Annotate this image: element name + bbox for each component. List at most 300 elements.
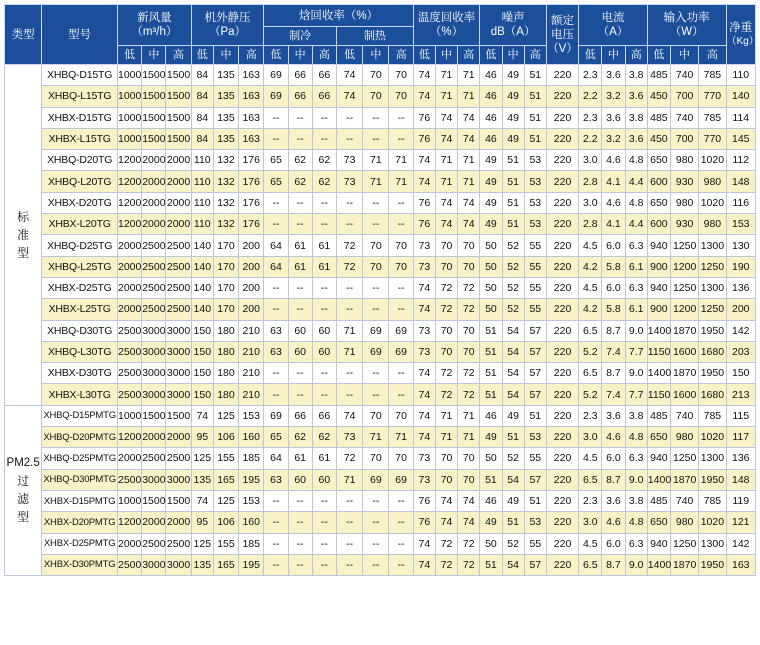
header-weight [726,5,759,65]
value-cell: 3000 [166,554,191,575]
value-cell: 220 [546,363,578,384]
value-cell: 153 [726,214,755,235]
value-cell: 2500 [142,256,166,277]
value-cell: 1400 [647,363,670,384]
value-cell: 1020 [699,512,726,533]
value-cell: 54 [502,384,524,405]
value-cell: 50 [480,448,502,469]
value-cell: 2500 [118,363,142,384]
value-cell: 74 [413,65,435,86]
table-row [5,299,756,320]
value-cell: 57 [524,554,546,575]
value-cell: 52 [502,277,524,298]
value-cell: 57 [524,384,546,405]
value-cell: 52 [502,256,524,277]
value-cell: 54 [502,341,524,362]
subheader-heating-high: 高 [389,46,413,65]
value-cell: 72 [458,384,480,405]
value-cell: 76 [413,490,435,511]
value-cell: -- [389,384,413,405]
value-cell: -- [337,107,363,128]
subheader-temp-high: 高 [458,46,480,65]
value-cell: -- [363,107,389,128]
value-cell: -- [312,490,336,511]
value-cell: 210 [239,363,264,384]
value-cell: 6.0 [602,277,625,298]
value-cell: 54 [502,469,524,490]
value-cell: 4.5 [579,235,602,256]
value-cell: 220 [546,192,578,213]
value-cell: -- [389,214,413,235]
value-cell: 116 [726,192,755,213]
value-cell: 63 [264,469,288,490]
value-cell: 220 [546,384,578,405]
value-cell: 980 [699,171,726,192]
value-cell: 2.8 [579,171,602,192]
value-cell: -- [389,554,413,575]
value-cell: 2500 [142,448,166,469]
value-cell: 73 [413,256,435,277]
value-cell: 3000 [166,469,191,490]
value-cell: 148 [726,171,755,192]
value-cell: 106 [213,427,238,448]
value-cell: 49 [502,65,524,86]
value-cell: 66 [312,86,336,107]
value-cell: 6.5 [579,469,602,490]
value-cell: 50 [480,277,502,298]
value-cell: 180 [213,363,238,384]
value-cell: 3.0 [579,512,602,533]
value-cell: 210 [239,384,264,405]
value-cell: 1500 [142,86,166,107]
value-cell: 3.8 [625,490,647,511]
value-cell: 51 [524,107,546,128]
value-cell: -- [363,512,389,533]
value-cell: 7.4 [602,341,625,362]
value-cell: -- [312,512,336,533]
value-cell: 136 [726,277,755,298]
value-cell: 6.0 [602,533,625,554]
value-cell: 3.8 [625,107,647,128]
value-cell: 70 [435,256,457,277]
value-cell: 3000 [142,341,166,362]
value-cell: 2500 [166,299,191,320]
value-cell: 110 [191,150,213,171]
value-cell: 73 [413,341,435,362]
value-cell: 6.0 [602,235,625,256]
value-cell: 60 [312,469,336,490]
value-cell: 176 [239,171,264,192]
value-cell: -- [363,554,389,575]
value-cell: -- [288,192,312,213]
value-cell: 1950 [699,320,726,341]
value-cell: 940 [647,448,670,469]
value-cell: 72 [337,235,363,256]
value-cell: 185 [239,533,264,554]
subheader-noise-mid: 中 [502,46,524,65]
value-cell: 450 [647,86,670,107]
value-cell: 119 [726,490,755,511]
value-cell: 49 [502,86,524,107]
model-cell: XHBQ-L30TG [42,341,118,362]
value-cell: 4.2 [579,299,602,320]
value-cell: 2000 [166,171,191,192]
value-cell: 1250 [671,235,699,256]
value-cell: 49 [480,214,502,235]
value-cell: 71 [458,86,480,107]
model-cell: XHBX-L30TG [42,384,118,405]
value-cell: 190 [726,256,755,277]
spec-table-container [4,4,759,576]
value-cell: 71 [435,65,457,86]
model-cell: XHBQ-L25TG [42,256,118,277]
value-cell: -- [288,512,312,533]
value-cell: 70 [435,469,457,490]
value-cell: 740 [671,490,699,511]
value-cell: -- [288,490,312,511]
model-cell: XHBQ-D20PMTG [42,427,118,448]
value-cell: 70 [363,235,389,256]
value-cell: 51 [502,427,524,448]
value-cell: 54 [502,320,524,341]
value-cell: 6.3 [625,448,647,469]
value-cell: -- [363,192,389,213]
value-cell: 74 [413,86,435,107]
value-cell: 213 [726,384,755,405]
value-cell: 163 [239,65,264,86]
value-cell: 112 [726,150,755,171]
value-cell: 1400 [647,320,670,341]
value-cell: 50 [480,235,502,256]
value-cell: 74 [413,427,435,448]
value-cell: 71 [435,405,457,426]
value-cell: 74 [435,214,457,235]
value-cell: -- [312,533,336,554]
value-cell: 46 [480,86,502,107]
value-cell: 220 [546,490,578,511]
value-cell: 5.8 [602,256,625,277]
value-cell: 2500 [142,533,166,554]
value-cell: 64 [264,235,288,256]
subheader-current-high: 高 [625,46,647,65]
value-cell: 185 [239,448,264,469]
value-cell: -- [389,490,413,511]
value-cell: 2.3 [579,65,602,86]
value-cell: 1300 [699,277,726,298]
value-cell: 74 [458,192,480,213]
subheader-noise-low: 低 [480,46,502,65]
value-cell: 51 [502,150,524,171]
model-cell: XHBQ-D30PMTG [42,469,118,490]
value-cell: 70 [435,235,457,256]
value-cell: 125 [213,490,238,511]
value-cell: 61 [312,448,336,469]
value-cell: 70 [389,65,413,86]
subheader-noise-high: 高 [524,46,546,65]
value-cell: 46 [480,490,502,511]
value-cell: 70 [435,320,457,341]
value-cell: 4.5 [579,277,602,298]
header-voltage [546,5,578,65]
value-cell: 74 [337,86,363,107]
value-cell: 71 [435,427,457,448]
value-cell: 71 [435,150,457,171]
header-current [579,5,648,46]
value-cell: 72 [435,277,457,298]
value-cell: 49 [480,512,502,533]
value-cell: 51 [480,341,502,362]
value-cell: 46 [480,128,502,149]
value-cell: 71 [363,171,389,192]
value-cell: 1200 [118,214,142,235]
value-cell: 2500 [118,384,142,405]
value-cell: 55 [524,235,546,256]
value-cell: 70 [458,235,480,256]
value-cell: 4.4 [625,214,647,235]
model-cell: XHBQ-D15TG [42,65,118,86]
header-power-unit: （W） [669,26,704,38]
model-cell: XHBX-D30TG [42,363,118,384]
value-cell: 1870 [671,469,699,490]
table-row [5,235,756,256]
value-cell: 1870 [671,320,699,341]
value-cell: -- [264,512,288,533]
value-cell: 69 [363,469,389,490]
header-weight-unit: （Kg） [726,35,759,47]
table-row [5,128,756,149]
value-cell: 220 [546,86,578,107]
value-cell: 3.8 [625,405,647,426]
value-cell: 163 [239,107,264,128]
value-cell: 140 [191,235,213,256]
header-noise [480,5,547,46]
value-cell: 930 [671,171,699,192]
value-cell: 6.1 [625,299,647,320]
value-cell: 3000 [166,320,191,341]
subheader-temp-mid: 中 [435,46,457,65]
value-cell: 70 [389,405,413,426]
value-cell: 220 [546,171,578,192]
value-cell: 51 [480,554,502,575]
value-cell: -- [363,384,389,405]
value-cell: 3.6 [602,65,625,86]
value-cell: 57 [524,469,546,490]
value-cell: 176 [239,192,264,213]
spec-table [4,4,759,576]
value-cell: 2500 [166,448,191,469]
value-cell: -- [288,533,312,554]
value-cell: 1250 [699,299,726,320]
value-cell: 55 [524,533,546,554]
value-cell: 50 [480,533,502,554]
value-cell: 3000 [166,341,191,362]
value-cell: 2500 [166,256,191,277]
value-cell: 51 [502,171,524,192]
value-cell: 180 [213,341,238,362]
header-pressure [191,5,264,46]
value-cell: 70 [458,256,480,277]
value-cell: 135 [213,128,238,149]
value-cell: 53 [524,192,546,213]
value-cell: 74 [413,150,435,171]
value-cell: 220 [546,256,578,277]
value-cell: 63 [264,341,288,362]
value-cell: 6.5 [579,320,602,341]
model-cell: XHBQ-D15PMTG [42,405,118,426]
value-cell: -- [363,533,389,554]
value-cell: 76 [413,512,435,533]
header-pressure-unit: （Pa） [208,26,247,38]
value-cell: 65 [264,150,288,171]
value-cell: 140 [726,86,755,107]
value-cell: 220 [546,554,578,575]
value-cell: 176 [239,214,264,235]
value-cell: 1680 [699,384,726,405]
model-cell: XHBQ-L15TG [42,86,118,107]
category-label: 标准型 [17,209,30,260]
value-cell: 1020 [699,192,726,213]
value-cell: 57 [524,363,546,384]
value-cell: 8.7 [602,363,625,384]
value-cell: 69 [389,320,413,341]
value-cell: 74 [191,405,213,426]
value-cell: 160 [239,427,264,448]
value-cell: 220 [546,214,578,235]
value-cell: 72 [435,533,457,554]
value-cell: -- [312,299,336,320]
value-cell: 8.7 [602,320,625,341]
table-row [5,490,756,511]
value-cell: 2500 [142,277,166,298]
value-cell: 1950 [699,469,726,490]
value-cell: 600 [647,214,670,235]
value-cell: 1200 [671,299,699,320]
value-cell: 55 [524,299,546,320]
value-cell: 110 [191,214,213,235]
value-cell: 1600 [671,341,699,362]
value-cell: 49 [480,171,502,192]
value-cell: 70 [435,448,457,469]
value-cell: 1680 [699,341,726,362]
value-cell: 2500 [142,235,166,256]
value-cell: -- [264,192,288,213]
value-cell: 132 [213,214,238,235]
table-row [5,171,756,192]
value-cell: 132 [213,171,238,192]
header-airflow [118,5,192,46]
value-cell: 52 [502,448,524,469]
value-cell: 74 [435,490,457,511]
value-cell: 70 [458,320,480,341]
value-cell: 1400 [647,469,670,490]
value-cell: 72 [435,554,457,575]
value-cell: 4.4 [625,171,647,192]
value-cell: 200 [239,256,264,277]
value-cell: 1500 [166,128,191,149]
model-cell: XHBQ-D25PMTG [42,448,118,469]
value-cell: 60 [288,469,312,490]
value-cell: 74 [413,384,435,405]
value-cell: 170 [213,256,238,277]
value-cell: 135 [213,107,238,128]
value-cell: -- [337,363,363,384]
value-cell: -- [363,128,389,149]
table-row [5,363,756,384]
value-cell: 65 [264,427,288,448]
value-cell: 57 [524,341,546,362]
value-cell: 3.6 [602,405,625,426]
value-cell: 64 [264,448,288,469]
value-cell: 2000 [142,192,166,213]
value-cell: 5.8 [602,299,625,320]
value-cell: 940 [647,235,670,256]
value-cell: 2.3 [579,107,602,128]
value-cell: 51 [502,512,524,533]
header-model: 型号 [42,5,118,65]
value-cell: -- [312,107,336,128]
value-cell: 3000 [166,363,191,384]
value-cell: 71 [458,427,480,448]
value-cell: -- [337,554,363,575]
value-cell: 1250 [671,448,699,469]
table-row [5,384,756,405]
value-cell: -- [337,299,363,320]
value-cell: 180 [213,320,238,341]
value-cell: 61 [312,256,336,277]
value-cell: 70 [435,341,457,362]
value-cell: 2000 [142,427,166,448]
value-cell: 110 [191,192,213,213]
value-cell: 54 [502,363,524,384]
header-heating: 制热 [337,27,414,46]
value-cell: -- [337,490,363,511]
value-cell: 220 [546,235,578,256]
value-cell: 51 [480,469,502,490]
value-cell: 70 [458,469,480,490]
value-cell: 70 [363,65,389,86]
value-cell: 8.7 [602,554,625,575]
value-cell: 106 [213,512,238,533]
value-cell: 150 [191,341,213,362]
value-cell: 72 [435,363,457,384]
value-cell: 4.1 [602,214,625,235]
value-cell: 650 [647,192,670,213]
value-cell: 51 [524,65,546,86]
value-cell: 700 [671,128,699,149]
value-cell: 72 [337,256,363,277]
value-cell: 62 [288,427,312,448]
value-cell: 2000 [118,448,142,469]
value-cell: 220 [546,150,578,171]
subheader-pressure-low: 低 [191,46,213,65]
value-cell: 170 [213,299,238,320]
value-cell: 4.5 [579,533,602,554]
value-cell: 71 [337,341,363,362]
value-cell: 72 [435,299,457,320]
header-power [647,5,726,46]
value-cell: 69 [363,341,389,362]
value-cell: -- [312,384,336,405]
value-cell: -- [264,299,288,320]
value-cell: 73 [337,171,363,192]
value-cell: 9.0 [625,363,647,384]
value-cell: 3000 [166,384,191,405]
header-noise-unit: dB（A） [490,26,536,38]
value-cell: 220 [546,65,578,86]
value-cell: 51 [502,214,524,235]
value-cell: 163 [239,86,264,107]
table-row [5,469,756,490]
